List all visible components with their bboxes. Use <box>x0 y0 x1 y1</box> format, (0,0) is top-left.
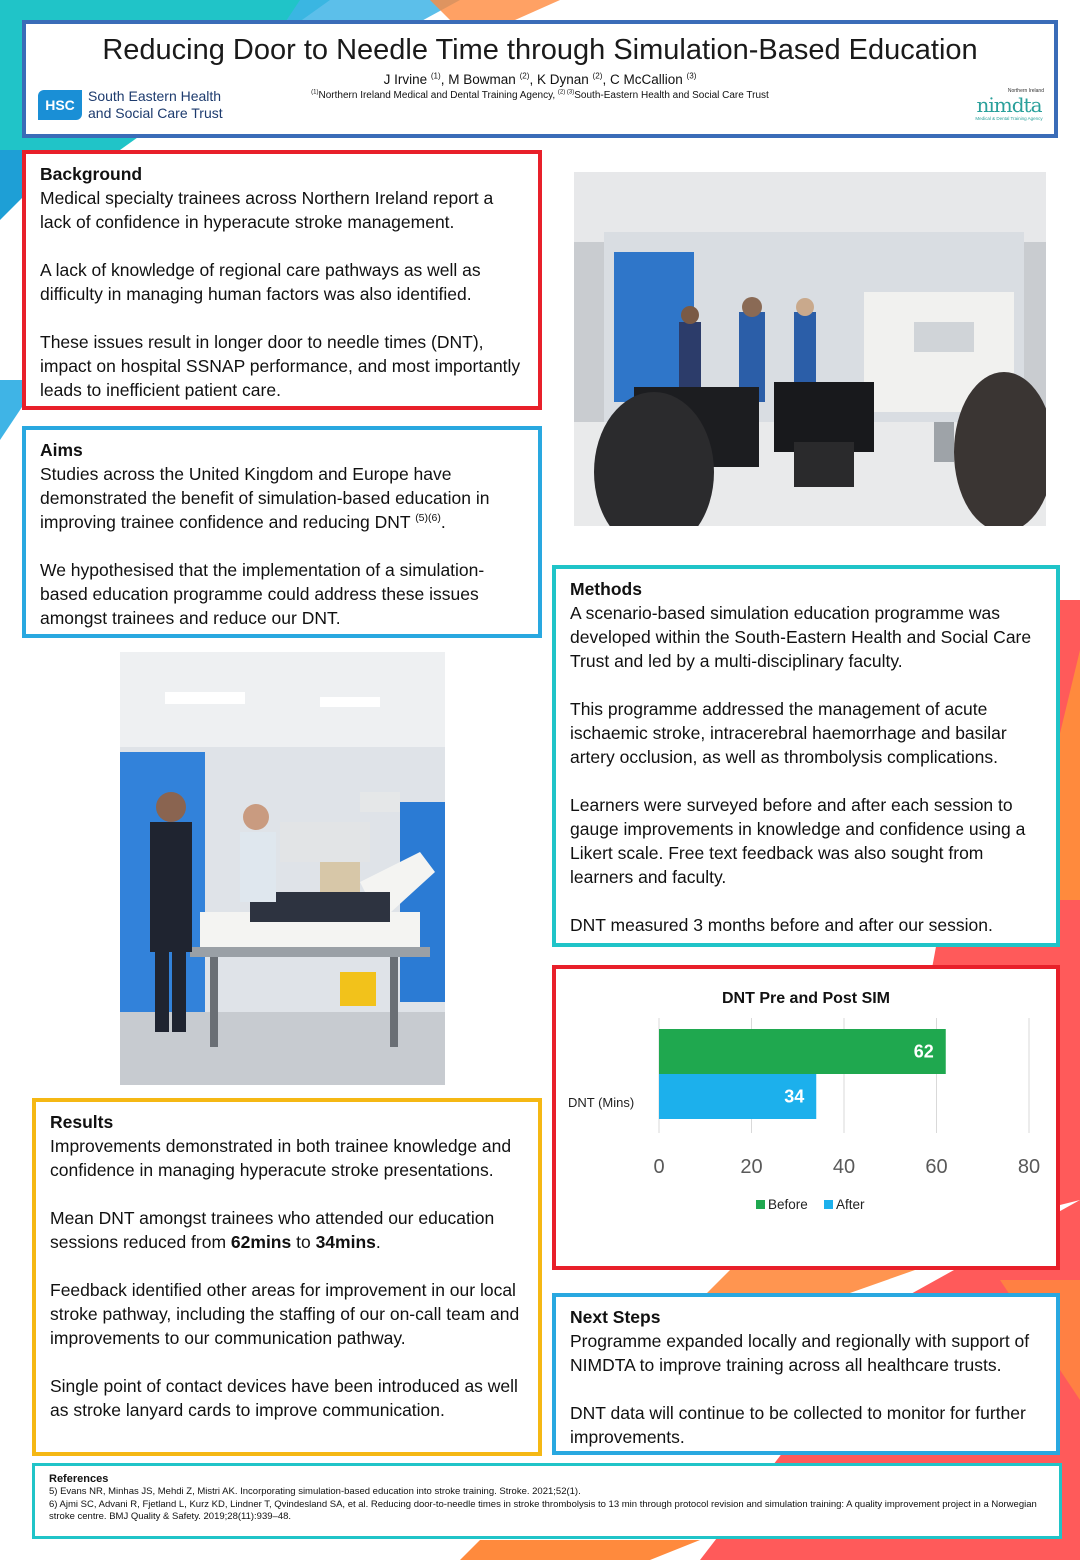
next-steps-paragraph: Programme expanded locally and regionally with support of NIMDTA to improve training across all healthcare trusts. <box>570 1331 1030 1375</box>
data-label-before: 62 <box>913 1041 934 1062</box>
results-paragraph: Improvements demonstrated in both trainee knowledge and confidence in managing hyperacute stroke presentations. <box>50 1136 512 1180</box>
aims-text-end: . <box>440 512 446 532</box>
affil-marker: (2) (3) <box>557 89 575 96</box>
methods-paragraph: This programme addressed the management of acute ischaemic stroke, intracerebral haemorrhage and basilar artery occlusion, as well as thrombolysis complications. <box>570 699 1007 767</box>
results-section <box>32 1098 542 1456</box>
methods-paragraph: DNT measured 3 months before and after our session. <box>570 915 993 935</box>
next-steps-paragraph: DNT data will continue to be collected to monitor for further improvements. <box>570 1403 1026 1447</box>
results-before-value: 62mins <box>230 1232 292 1252</box>
section-heading: Methods <box>570 579 642 599</box>
methods-paragraph: Learners were surveyed before and after each session to gauge improvements in knowledge and confidence using a Likert scale. Free text feedback was also sought from learners and faculty. <box>570 795 1026 887</box>
section-heading: Background <box>40 164 143 184</box>
aims-text: Studies across the United Kingdom and Europe have demonstrated the benefit of simulation-based education in improving trainee confidence and reducing DNT <box>40 464 490 532</box>
reference-6: 6) Ajmi SC, Advani R, Fjetland L, Kurz KD, Lindner T, Qvindesland SA, et al. Reducing door-to-needle times in stroke thrombolysis to 13 min through protocol revision and simulation training: A quality improvement project in a Norwegian stroke centre. BMJ Quality & Safety. 2019;28(11):939–48. <box>49 1498 1037 1522</box>
aims-paragraph <box>40 462 524 534</box>
nimdta-logo <box>974 88 1044 124</box>
nimdta-logo-word: nimdta <box>976 93 1042 117</box>
x-tick-label: 0 <box>653 1156 665 1178</box>
author-name: M Bowman <box>448 72 516 87</box>
x-tick-label: 60 <box>925 1156 948 1178</box>
dnt-bar-chart <box>556 1013 1056 1263</box>
references-heading: References <box>49 1473 109 1485</box>
legend-swatch-before <box>756 1200 765 1209</box>
poster-title: Reducing Door to Needle Time through Simulation-Based Education <box>102 34 978 66</box>
section-heading: Results <box>50 1112 114 1132</box>
legend-swatch-after <box>824 1200 833 1209</box>
author-list: J Irvine $^{(1)}$, M Bowman $^{(2)}$, K Dynan $^{(2)}$, C McCallion $^{(3)}$ <box>383 71 697 87</box>
legend-label-before: Before <box>768 1197 808 1212</box>
nimdta-logo-top: Northern Ireland <box>1007 88 1044 94</box>
x-tick-label: 20 <box>740 1156 763 1178</box>
author-name: K Dynan <box>537 72 589 87</box>
section-heading: Next Steps <box>570 1307 661 1327</box>
hsc-badge: HSC <box>38 90 82 120</box>
author-affil: (2) <box>592 71 603 81</box>
chart-title: DNT Pre and Post SIM <box>721 990 891 1007</box>
citation-marker: (5)(6) <box>415 512 441 525</box>
results-paragraph: Single point of contact devices have been introduced as well as stroke lanyard cards to improve communication. <box>50 1376 518 1420</box>
section-heading: Aims <box>40 440 83 460</box>
next-steps-section <box>552 1293 1060 1455</box>
data-label-after: 34 <box>784 1086 805 1107</box>
background-paragraph: A lack of knowledge of regional care pathways as well as difficulty in managing human factors was also identified. <box>40 260 481 304</box>
affil-marker: (1) <box>311 89 319 96</box>
results-text: . <box>375 1232 381 1252</box>
dnt-chart-section <box>552 965 1060 1270</box>
author-affil: (2) <box>519 71 530 81</box>
results-paragraph: Feedback identified other areas for improvement in our local stroke pathway, including the staffing of our on-call team and improvements to our communication pathway. <box>50 1280 520 1348</box>
legend-label-after: After <box>836 1197 865 1212</box>
methods-section <box>552 565 1060 947</box>
control-room-photo <box>574 172 1046 526</box>
nimdta-logo-sub: Medical & Dental Training Agency <box>975 116 1043 121</box>
background-paragraph: Medical specialty trainees across Northern Ireland report a lack of confidence in hyperacute stroke management. <box>40 188 494 232</box>
reference-5: 5) Evans NR, Minhas JS, Mehdi Z, Mistri AK. Incorporating simulation-based education into stroke training. Stroke. 2021;52(1). <box>49 1486 581 1497</box>
aims-paragraph: We hypothesised that the implementation of a simulation-based education programme could address these issues amongst trainees and reduce our DNT. <box>40 560 485 628</box>
affiliation-seht: South-Eastern Health and Social Care Trust <box>574 90 769 101</box>
references-section <box>32 1463 1062 1539</box>
aims-section <box>22 426 542 638</box>
background-paragraph: These issues result in longer door to needle times (DNT), impact on hospital SSNAP performance, and most importantly leads to inefficient patient care. <box>40 332 521 400</box>
author-name: J Irvine <box>383 72 428 87</box>
results-paragraph <box>50 1206 524 1254</box>
simulation-ward-illustration <box>120 652 445 1085</box>
author-affil: (3) <box>686 71 697 81</box>
category-label: DNT (Mins) <box>568 1095 635 1110</box>
results-text: to <box>291 1232 316 1252</box>
poster-header <box>22 20 1058 138</box>
background-section <box>22 150 542 410</box>
x-tick-label: 40 <box>832 1156 856 1178</box>
affiliation-nimdta: Northern Ireland Medical and Dental Training Agency, <box>318 90 556 101</box>
results-text: Mean DNT amongst trainees who attended our education sessions reduced from <box>50 1208 495 1252</box>
author-affil: (1) <box>430 71 441 81</box>
results-after-value: 34mins <box>315 1232 376 1252</box>
control-room-illustration <box>574 172 1046 526</box>
simulation-ward-photo <box>120 652 445 1085</box>
bar-before <box>659 1029 946 1074</box>
hsc-logo-line2: and Social Care Trust <box>88 105 223 121</box>
hsc-trust-logo <box>38 88 223 122</box>
x-tick-label: 80 <box>1017 1156 1041 1178</box>
author-name: C McCallion <box>609 72 683 87</box>
hsc-logo-line1: South Eastern Health <box>88 88 222 104</box>
methods-paragraph: A scenario-based simulation education programme was developed within the South-Eastern Health and Social Care Trust and led by a multi-disciplinary faculty. <box>570 603 1032 671</box>
